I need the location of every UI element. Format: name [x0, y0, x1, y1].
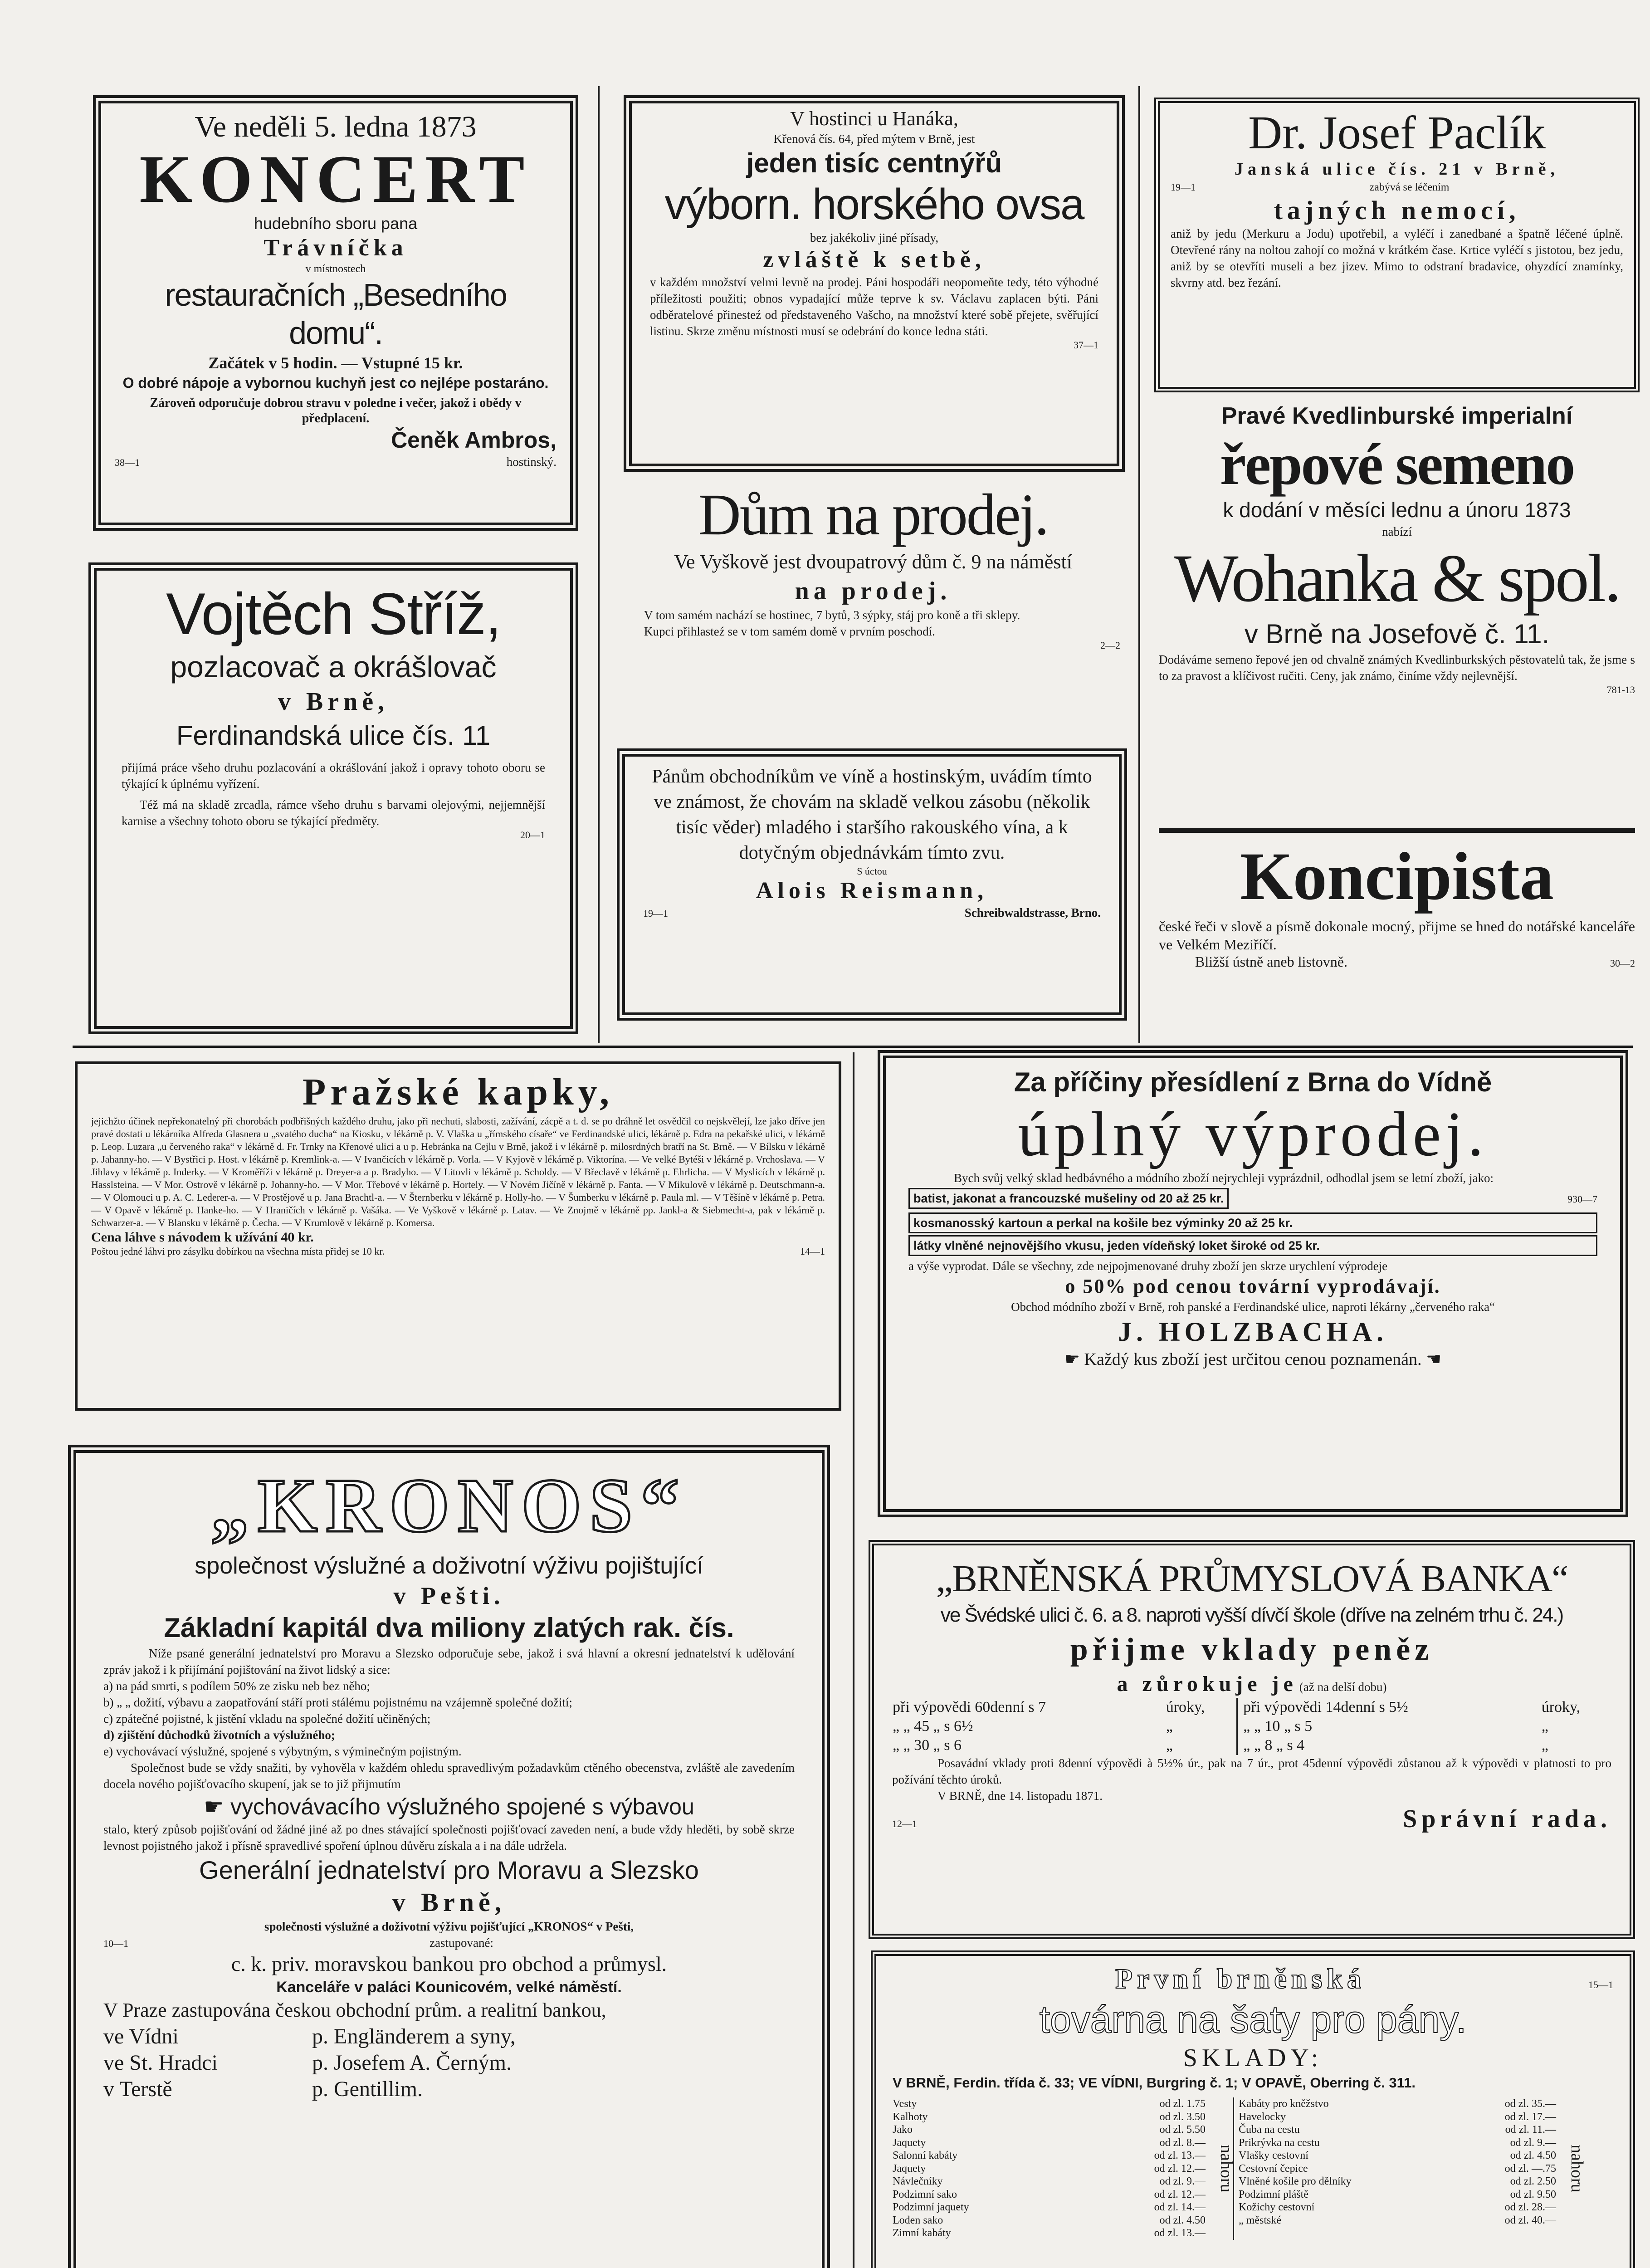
- price-value: od zl. 11.—: [1505, 2124, 1556, 2136]
- koncipista-l2: Bližší ústně aneb listovně.: [1195, 953, 1347, 970]
- banka-rate-a: při výpovědi 60denní s 7: [893, 1699, 1046, 1716]
- kronos-item-2: c) zpátečné pojistné, k jistění vkladu na společné dožití učiněných;: [103, 1712, 431, 1725]
- house-code: 2—2: [1100, 640, 1120, 651]
- price-row: [893, 2214, 1206, 2227]
- price-item: Podzimní sako: [893, 2188, 957, 2200]
- column-rule-right: [1138, 86, 1140, 1043]
- price-value: od zl. 4.50: [1510, 2150, 1556, 2161]
- price-item: Čuba na cestu: [1239, 2124, 1300, 2136]
- price-item: Vesty: [893, 2098, 917, 2110]
- price-value: od zl. 12.—: [1154, 2162, 1206, 2175]
- price-item: Kabáty pro kněžstvo: [1239, 2098, 1329, 2110]
- seed-body: Dodáváme semeno řepové jen od chvalně známých Kvedlinburkských pěstovatelů tak, že jsme s to za pravost a klíčivost ručiti. Ceny, jak známo, činíme vždy nejlevnější.: [1159, 653, 1635, 683]
- oats-body: v každém množství velmi levně na prodej. Páni hospodáři neopomeňte tedy, této výhodné příležitosti použiti; obnos vypadající může teprve k sv. Václavu zaplacen býti. Páni odběratelové přinesteź od představeného Vašcho, na množství které sobě přejete, svěřující listinu. Skrze změnu místnosti musí se odebrání do konce ledna státi.: [650, 275, 1098, 338]
- banka-l2: a zůrokuje je: [1117, 1672, 1298, 1696]
- kronos-item-1: b) „ „ dožití, výbavu a zaopatřování stáří proti stálému pojistnému na vzájemně společné dožití;: [103, 1696, 572, 1709]
- kronos-item-3: d) zjištění důchodků životních a výslužného;: [103, 1728, 335, 1742]
- banka-rate-a: „ „ 30 „ s 6: [893, 1737, 962, 1754]
- pointing-hand-icon-kronos: ☛: [204, 1794, 230, 1819]
- kronos-p2: Společnost bude se vždy snažiti, by vyhověla v každém ohledu spravedlivým požadavkům ctěného obecenstva, zvláště ale zavedením docela nového pojišťovacího skupení, jak se to již přijmutím: [103, 1761, 795, 1791]
- holzbach-shop: Obchod módního zboží v Brně, roh panské a Ferdinandské ulice, naproti lékárny „červeného raka“: [1011, 1300, 1495, 1314]
- price-row: [893, 2111, 1206, 2124]
- holzbach-r3: látky vlněné nejnovějšího vkusu, jeden vídeňský loket široké od 25 kr.: [908, 1235, 1597, 1256]
- ad-satov: [871, 1950, 1635, 2268]
- kronos-intro: Níže psané generální jednatelství pro Moravu a Slezsko odporučuje sebe, jakož i svá hlavní a okresní jednatelství k udělování zpráv jakož i k přijímání pojištování na život lidský a sice:: [103, 1647, 795, 1677]
- price-item: Kožichy cestovní: [1239, 2201, 1315, 2213]
- wine-s: S úctou: [857, 865, 887, 877]
- price-item: Cestovní čepice: [1239, 2162, 1308, 2175]
- kronos-item-4: e) vychovávací výslužné, spojené s výbytným, s výminečným pojistným.: [103, 1745, 462, 1758]
- column-rule-bottom: [853, 1052, 854, 2268]
- ad-stritz: [88, 562, 578, 1034]
- koncert-l2: v místnostech: [305, 263, 366, 275]
- ad-koncipista: [1154, 826, 1640, 1021]
- price-value: od zl. 12.—: [1154, 2188, 1206, 2200]
- ad-house: [617, 481, 1129, 744]
- price-item: Kalhoty: [893, 2111, 928, 2123]
- house-title: Dům na prodej.: [698, 482, 1048, 547]
- price-value: od zl. 17.—: [1504, 2111, 1556, 2123]
- kronos-capital: Základní kapitál dva miliony zlatých rak. čís.: [164, 1613, 734, 1643]
- satov-l2: továrna na šaty pro pány.: [1039, 1998, 1467, 2041]
- price-row: [893, 2162, 1206, 2175]
- seed-l3: k dodání v měsíci lednu a únoru 1873: [1223, 498, 1571, 522]
- koncert-title: KONCERT: [139, 142, 532, 217]
- ad-wine: [617, 748, 1127, 1021]
- koncert-name: Trávníčka: [264, 235, 408, 261]
- price-value: od zl. 2.50: [1510, 2175, 1556, 2187]
- price-item: Jaquety: [893, 2136, 926, 2149]
- koncert-venue: restauračních „Besedního domu“.: [165, 277, 507, 351]
- price-row: [1239, 2097, 1556, 2111]
- price-row: [893, 2149, 1206, 2162]
- satov-l3: SKLADY:: [1183, 2044, 1323, 2072]
- seed-code: 781-13: [1606, 684, 1635, 695]
- wine-sign: Alois Reismann,: [756, 878, 988, 904]
- koncipista-code: 30—2: [1610, 958, 1635, 969]
- banka-code: 12—1: [892, 1818, 917, 1829]
- kronos-agent-name-1: p. Josefem A. Černým.: [312, 2051, 512, 2075]
- price-value: od zl. 8.—: [1159, 2136, 1206, 2149]
- price-row: [893, 2097, 1206, 2111]
- banka-rate-c: při výpovědi 14denní s 5½: [1237, 1698, 1541, 1717]
- holzbach-r2: kosmanosský kartoun a perkal na košile bez výminky 20 až 25 kr.: [908, 1212, 1597, 1233]
- banka-rate-b: úroky,: [1166, 1699, 1205, 1716]
- stritz-p2: Též má na skladě zrcadla, rámce všeho druhu s barvami olejovými, nejjemnější karnise a všechny tohoto oboru se týkající předměty.: [122, 798, 545, 828]
- price-item: Jako: [893, 2124, 913, 2136]
- price-row: [893, 2227, 1206, 2240]
- oats-l1: V hostinci u Hanáka,: [790, 108, 958, 130]
- price-row: [1239, 2123, 1556, 2136]
- price-value: od zl. 35.—: [1504, 2098, 1556, 2110]
- price-item: Salonní kabáty: [893, 2150, 958, 2161]
- price-item: Zimní kabáty: [893, 2227, 951, 2239]
- holzbach-r1: batist, jakonat a francouzské mušeliny od 20 až 25 kr.: [908, 1188, 1229, 1209]
- ad-kronos: [68, 1445, 830, 2268]
- satov-code: 15—1: [1588, 1979, 1613, 1990]
- price-row: [1239, 2214, 1556, 2227]
- price-value: od zl. 13.—: [1154, 2150, 1206, 2161]
- price-row: [893, 2175, 1206, 2188]
- house-buy: Kupci přihlasteź se v tom samém domě v prvním poschodí.: [644, 625, 935, 638]
- price-value: od zl. 4.50: [1159, 2214, 1206, 2226]
- oats-l5: bez jakékoliv jiné přísady,: [810, 231, 939, 244]
- holzbach-pct: o 50% pod cenou tovární vyprodávají.: [1065, 1275, 1441, 1297]
- kronos-agent-city-1: ve St. Hradci: [103, 2051, 218, 2075]
- kronos-gen: Generální jednatelství pro Moravu a Slezsko: [199, 1856, 699, 1884]
- kronos-title: „KRONOS“: [210, 1463, 688, 1548]
- satov-price-list-left: [893, 2097, 1206, 2240]
- price-value: od zl. 40.—: [1504, 2214, 1556, 2226]
- banka-rate-d: „: [1541, 1737, 1548, 1754]
- koncert-code: 38—1: [115, 457, 140, 468]
- price-row: [1239, 2188, 1556, 2201]
- kronos-agent-name-0: p. Engländerem a syny,: [312, 2024, 516, 2048]
- price-item: Loden sako: [893, 2214, 943, 2226]
- holzbach-code: 930—7: [1567, 1193, 1597, 1205]
- kronos-city: v Brně,: [392, 1887, 506, 1917]
- banka-rate-row: [892, 1717, 1611, 1736]
- price-row: [1239, 2111, 1556, 2124]
- koncert-l1: hudebního sboru pana: [254, 214, 418, 233]
- koncipista-title: Koncipista: [1240, 839, 1554, 914]
- price-row: [893, 2201, 1206, 2214]
- price-value: od zl. 9.—: [1510, 2136, 1556, 2149]
- seed-l2: řepové semeno: [1220, 432, 1574, 497]
- holzbach-title: úplný výprodej.: [1018, 1099, 1488, 1169]
- ad-paclik: [1154, 98, 1640, 392]
- banka-title: „BRNĚNSKÁ PRŮMYSLOVÁ BANKA“: [936, 1558, 1568, 1600]
- kronos-agent-name-2: p. Gentillim.: [312, 2077, 423, 2101]
- banka-rate-row: [892, 1698, 1611, 1717]
- kapky-body: jejichžto účinek nepřekonatelný při chorobách podbřišných každého druhu, jako při nechuti, slabosti, zažívání, zácpě a t. d. se po dráhně let osvědčil co nejskvělejí, lze jako dříve jen pravé dostati u lékárníka Alfreda Glasnera u „svatého ducha“ na Kiosku, v lékárně p. V. Vlaška u „římského císaře“ ve Ferdinandské ulici, lékárně p. Edra na pekařské ulici, v lékárně p. Leop. Luzara „u červeného raka“ v lékárně d. Fr. Trnky na Křenové ulici a u p. Hebránka na Cejlu v Brně, jakož i v lékárně p. milosrdných bratří na St. Brně. — V Bílsku v lékárně p. Jahanny-ho. — V Bystřici p. Host. v lékárně p. Kremlink-a. — V Ivančicích v lékárně p. Vorla. — V Kyjově v lékárně p. Viktorína. — Ve velké Bytéši v lékárně p. Vrchoslava. — V Jihlavy v lékárně p. Inderky. — V Kroměříži v lékárně p. Dreyer-a a p. Bradyho. — V Litovli v lékárně p. Scholdy. — V Břeclavě v lékárně p. Ehrlicha. — V Myslicích v lékárně p. Hasslsteina. — V Mor. Ostrově v lékárně p. Johanny-ho. — V Mor. Třebové v lékárně p. Hortely. — V Novém Jičíně v lékárně p. Fanta. — V Mikulově v lékárně p. Deutschmann-a. — V Olomouci u p. A. C. Lederer-a. — V Prostějově u p. Jana Brachtl-a. — V Šternberku v lékárně p. Holly-ho. — V Šumberku v lékárně p. Paula ml. — V Těšíně v lékárně p. Petra. — V Opavě v lékárně p. Hanke-ho. — V Hraničích v lékárně p. Vašáka. — Ve Vyškově v lékárně p. Latav. — Ve Znojmě v lékárně pp. Jankl-a & Siebmecht-a, pak v lékárně p. Schwarzer-a. — V Blansku v lékárně p. Čecha. — V Krumlově v lékárně p. Komersa.: [91, 1115, 825, 1228]
- kronos-p4: stalo, který způsob pojišťování od žádné jiné až po dnes stávající společnosti pojišťovací zaveden není, a bude vždy hleděti, by sobě skrze levnost pojistného jakož i přísně spravedlivé spoření úplnou důvěru získala a i na dále udržela.: [103, 1823, 795, 1853]
- stritz-l1: pozlacovač a okrášlovač: [170, 650, 497, 684]
- wine-body: Pánům obchodníkům ve víně a hostinským, uvádím tímto ve známost, že chovám na skladě velkou zásobu (několik tisíc věder) mladého i staršího rakouského vína, a k dotyčným objednávkám tímto zvu.: [652, 766, 1092, 863]
- seed-l4: nabízí: [1382, 525, 1412, 538]
- banka-rate-c: „ „ 10 „ s 5: [1237, 1717, 1541, 1736]
- price-item: Prikrývka na cestu: [1239, 2136, 1320, 2149]
- kronos-item-0: a) na pád smrti, s podílem 50% ze zisku neb bez něho;: [103, 1679, 370, 1693]
- price-value: od zl. 28.—: [1504, 2201, 1556, 2213]
- kapky-price: Cena láhve s návodem k užívání 40 kr.: [91, 1230, 314, 1245]
- koncert-sign: Čeněk Ambros,: [391, 427, 557, 453]
- satov-price-list-right: [1233, 2097, 1556, 2240]
- price-row: [893, 2123, 1206, 2136]
- price-item: Vlněné košile pro dělníky: [1239, 2175, 1352, 2187]
- pointing-hand-icon: ☛: [1064, 1350, 1084, 1369]
- oats-l4: výborn. horského ovsa: [664, 180, 1084, 229]
- banka-sign: Správní rada.: [1403, 1805, 1611, 1833]
- seed-firm: Wohanka & spol.: [1174, 541, 1620, 616]
- holzbach-body: a výše vyprodat. Dále se všechny, zde nejpojmenované druhy zboží jen skrze urychlení výprodeje: [908, 1259, 1388, 1273]
- price-value: od zl. 9.50: [1510, 2188, 1556, 2200]
- kapky-title: Pražské kapky,: [302, 1071, 614, 1113]
- ad-kapky: [75, 1061, 841, 1411]
- wine-addr: Schreibwaldstrasse, Brno.: [964, 906, 1101, 919]
- wine-code: 19—1: [643, 908, 668, 919]
- price-item: Vlašky cestovní: [1239, 2150, 1308, 2161]
- holzbach-sign: J. HOLZBACHA.: [1118, 1317, 1388, 1347]
- seed-l1: Pravé Kvedlinburské imperialní: [1221, 403, 1573, 429]
- price-row: [1239, 2201, 1556, 2214]
- banka-body: Posavádní vklady proti 8denní výpovědi à 5½% úr., pak na 7 úr., prot 45denní výpovědi zůstanou až k výpovědi v platnosti to pro požívání těchto úroků.: [892, 1756, 1611, 1786]
- koncipista-body: české řeči v slově a písmě dokonale mocný, přijme se hned do notářské kanceláře ve Velkém Meziříčí.: [1159, 918, 1635, 953]
- kapky-code: 14—1: [800, 1246, 825, 1257]
- price-value: od zl. 13.—: [1154, 2227, 1206, 2239]
- price-value: od zl. 9.—: [1159, 2175, 1206, 2187]
- kronos-office: Kanceláře v paláci Kounicovém, velké náměstí.: [276, 1979, 622, 1996]
- banka-addr: ve Švédské ulici č. 6. a 8. naproti vyšší dívčí škole (dříve na zelném trhu č. 24.): [940, 1604, 1563, 1626]
- seed-addr: v Brně na Josefově č. 11.: [1244, 619, 1550, 649]
- banka-rate-d: úroky,: [1541, 1699, 1581, 1716]
- price-row: [1239, 2149, 1556, 2162]
- price-item: Návlečníky: [893, 2175, 943, 2187]
- oats-code: 37—1: [1074, 339, 1098, 351]
- holzbach-fixed: Každý kus zboží jest určitou cenou poznamenán.: [1084, 1350, 1422, 1369]
- price-value: od zl. —.75: [1504, 2162, 1556, 2175]
- koncert-drinks: O dobré nápoje a vybornou kuchyň jest co nejlépe postaráno.: [122, 375, 549, 391]
- banka-l1: přijme vklady peněz: [1070, 1632, 1434, 1667]
- kronos-agent-city-2: v Terstě: [103, 2077, 172, 2101]
- price-row: [1239, 2175, 1556, 2188]
- kronos-code: 10—1: [103, 1938, 128, 1949]
- paclik-body: aniž by jedu (Merkuru a Jodu) upotřebil, a vyléčí i zanedbané a špatně léčené úplně. Otevřené rány na noltou zahojí co možná v krátkém čase. Krtice vyléčí s jistotou, bez jedu, aniž by se otevříti museli a bez jizev. Mimo to odstraní bradavice, ohyzdící znamínky, skvrny atd. bez řezání.: [1171, 227, 1623, 289]
- banka-rate-b: „: [1166, 1737, 1173, 1754]
- paclik-title: Dr. Josef Paclík: [1248, 107, 1546, 159]
- price-item: Havelocky: [1239, 2111, 1286, 2123]
- kronos-p3: vychovávacího výslužného spojené s výbavou: [230, 1794, 694, 1819]
- price-row: [893, 2188, 1206, 2201]
- holzbach-intro: Bych svůj velký sklad hedbávného a módního zboží nejrychleji vyprázdnil, odhodlal jsem se letní zboží, jako:: [954, 1171, 1494, 1185]
- stritz-name: Vojtěch Stříž,: [166, 581, 501, 647]
- house-l1: Ve Vyškově jest dvoupatrový dům č. 9 na náměstí: [674, 551, 1072, 573]
- ad-holzbach: [878, 1050, 1628, 1517]
- price-value: od zl. 14.—: [1154, 2201, 1206, 2213]
- koncert-role: hostinský.: [506, 455, 557, 469]
- kapky-tail: Poštou jedné láhvi pro zásylku dobírkou na všechna místa přidej se 10 kr.: [91, 1246, 385, 1257]
- banka-rate-b: „: [1166, 1718, 1173, 1735]
- stritz-l3: Ferdinandská ulice čís. 11: [176, 720, 491, 751]
- stritz-l2: v Brně,: [278, 688, 389, 716]
- banka-rate-row: [892, 1736, 1611, 1755]
- banka-date: V BRNĚ, dne 14. listopadu 1871.: [937, 1789, 1103, 1803]
- satov-l1: První brněnská: [1115, 1964, 1366, 1994]
- price-value: od zl. 1.75: [1159, 2098, 1206, 2110]
- paclik-l2: zabývá se léčením: [1369, 181, 1450, 193]
- price-item: Jaquety: [893, 2162, 926, 2175]
- ad-banka: [869, 1540, 1635, 1939]
- ad-koncert: [93, 95, 578, 531]
- price-row: [1239, 2136, 1556, 2150]
- kronos-l2: v Pešti.: [393, 1582, 505, 1609]
- oats-l6: zvláště k setbě,: [763, 247, 986, 273]
- kronos-l1: společnost výslužné a doživotní výživu pojištující: [195, 1553, 703, 1579]
- price-row: [1239, 2162, 1556, 2175]
- banka-rate-c: „ „ 8 „ s 4: [1237, 1736, 1541, 1755]
- stritz-p1: přijímá práce všeho druhu pozlacování a okrášlování jakož i opravy tohoto oboru se týkající k úplnému vyřízení.: [122, 761, 545, 791]
- ad-oats: [624, 95, 1125, 472]
- kronos-bank: c. k. priv. moravskou bankou pro obchod a průmysl.: [231, 1952, 667, 1975]
- kronos-rep: zastupované:: [430, 1936, 493, 1950]
- satov-side-right: nahoru: [1567, 2144, 1587, 2193]
- price-item: Podzimní jaquety: [893, 2201, 969, 2213]
- oats-l3: jeden tisíc centnýřů: [746, 148, 1002, 178]
- banka-rate-d: „: [1541, 1718, 1548, 1735]
- paclik-l1: Janská ulice čís. 21 v Brně,: [1235, 160, 1559, 179]
- house-body: V tom samém nachází se hostinec, 7 bytů, 3 sýpky, stáj pro koně a tři sklepy.: [644, 608, 1020, 622]
- oats-l2: Křenová čís. 64, před mýtem v Brně, jest: [773, 132, 975, 146]
- price-value: od zl. 5.50: [1159, 2124, 1206, 2136]
- kronos-agent-city-0: ve Vídni: [103, 2024, 179, 2048]
- pointing-hand-icon-right: ☚: [1421, 1350, 1442, 1369]
- house-l2: na prodej.: [795, 577, 952, 605]
- kronos-praha: V Praze zastupována českou obchodní prům. a realitní bankou,: [103, 1999, 606, 2021]
- satov-side-left: nahoru: [1217, 2144, 1236, 2193]
- row-rule: [73, 1046, 1633, 1048]
- kronos-soc: společnosti výslužné a doživotní výživu pojišťující „KRONOS“ v Pešti,: [264, 1920, 634, 1933]
- koncert-note: Zároveň odporučuje dobrou stravu v poledne i večer, jakož i obědy v předplacení.: [150, 396, 522, 425]
- column-rule-left: [598, 86, 600, 1043]
- price-item: „ městské: [1239, 2214, 1281, 2226]
- banka-l2b: (až na delší dobu): [1299, 1680, 1387, 1694]
- paclik-l3: tajných nemocí,: [1274, 196, 1520, 225]
- satov-addr: V BRNĚ, Ferdin. třída č. 33; VE VÍDNI, Burgring č. 1; V OPAVĚ, Oberring č. 311.: [893, 2075, 1416, 2091]
- stritz-code: 20—1: [520, 829, 545, 841]
- price-value: od zl. 3.50: [1159, 2111, 1206, 2123]
- koncert-start: Začátek v 5 hodin. — Vstupné 15 kr.: [208, 354, 463, 372]
- banka-rate-a: „ „ 45 „ s 6½: [893, 1718, 973, 1735]
- ad-seed: [1154, 399, 1640, 816]
- paclik-code: 19—1: [1171, 181, 1196, 193]
- holzbach-l1: Za příčiny přesídlení z Brna do Vídně: [1014, 1067, 1492, 1097]
- price-row: [893, 2136, 1206, 2150]
- koncert-date: Ve neděli 5. ledna 1873: [195, 110, 477, 143]
- price-item: Podzimní pláště: [1239, 2188, 1308, 2200]
